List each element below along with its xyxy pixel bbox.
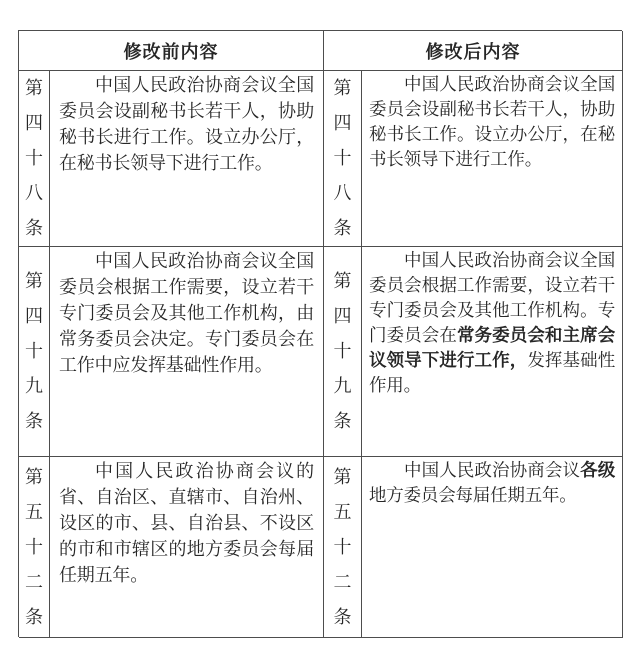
- text-segment: 中国人民政治协商会议全国委员会根据工作需要，设立若干专门委员会及其他工作机构。专门委员会在: [369, 250, 615, 345]
- article-48-before-text: [50, 71, 324, 247]
- text-segment: 中国人民政治协商会议全国委员会设副秘书长若干人，协助秘书长进行工作。设立办公厅，在秘书长领导下进行工作。: [59, 75, 314, 173]
- header-after-label: 修改后内容: [425, 41, 521, 62]
- text-segment: 中国人民政治协商会议全国委员会根据工作需要，设立若干专门委员会及其他工作机构，由常务委员会决定。专门委员会在工作中应发挥基础性作用。: [59, 251, 314, 375]
- text-segment: 发挥基础性作用。: [369, 350, 615, 395]
- text-segment: 中国人民政治协商会议的省、自治区、直辖市、自治州、设区的市、县、自治县、不设区的市和市辖区的地方委员会每届任期五年。: [59, 461, 314, 585]
- text-segment: 中国人民政治协商会议: [404, 460, 581, 480]
- article-number-text: 第五十二条: [24, 466, 43, 627]
- article-52-number-before: [19, 457, 50, 638]
- text-segment: 地方委员会每届任期五年。: [369, 485, 577, 505]
- header-before-label: 修改前内容: [123, 41, 219, 62]
- article-52-after-text: [362, 457, 623, 638]
- article-49-number-after: [324, 247, 362, 457]
- header-after-content: [324, 31, 623, 71]
- text-segment: 中国人民政治协商会议全国委员会设副秘书长若干人，协助秘书长工作。设立办公厅，在秘书长领导下进行工作。: [369, 74, 615, 169]
- article-number-text: 第四十八条: [24, 78, 43, 238]
- article-number-text: 第四十八条: [333, 78, 352, 238]
- article-52-before-text: [50, 457, 324, 638]
- article-48-number-before: [19, 71, 50, 247]
- article-49-after-text: [362, 247, 623, 457]
- amended-text-segment: 常务委员会和主席会议领导下进行工作，: [369, 325, 616, 370]
- article-49-before-text: [50, 247, 324, 457]
- article-49-number-before: [19, 247, 50, 457]
- amended-text-segment: 各级: [580, 460, 616, 480]
- comparison-table: [18, 30, 622, 637]
- article-48-after-text: [362, 71, 623, 247]
- article-52-number-after: [324, 457, 362, 638]
- header-before-content: [19, 31, 324, 71]
- article-48-number-after: [324, 71, 362, 247]
- article-number-text: 第四十九条: [24, 271, 43, 431]
- article-number-text: 第五十二条: [333, 466, 352, 627]
- article-number-text: 第四十九条: [333, 271, 352, 431]
